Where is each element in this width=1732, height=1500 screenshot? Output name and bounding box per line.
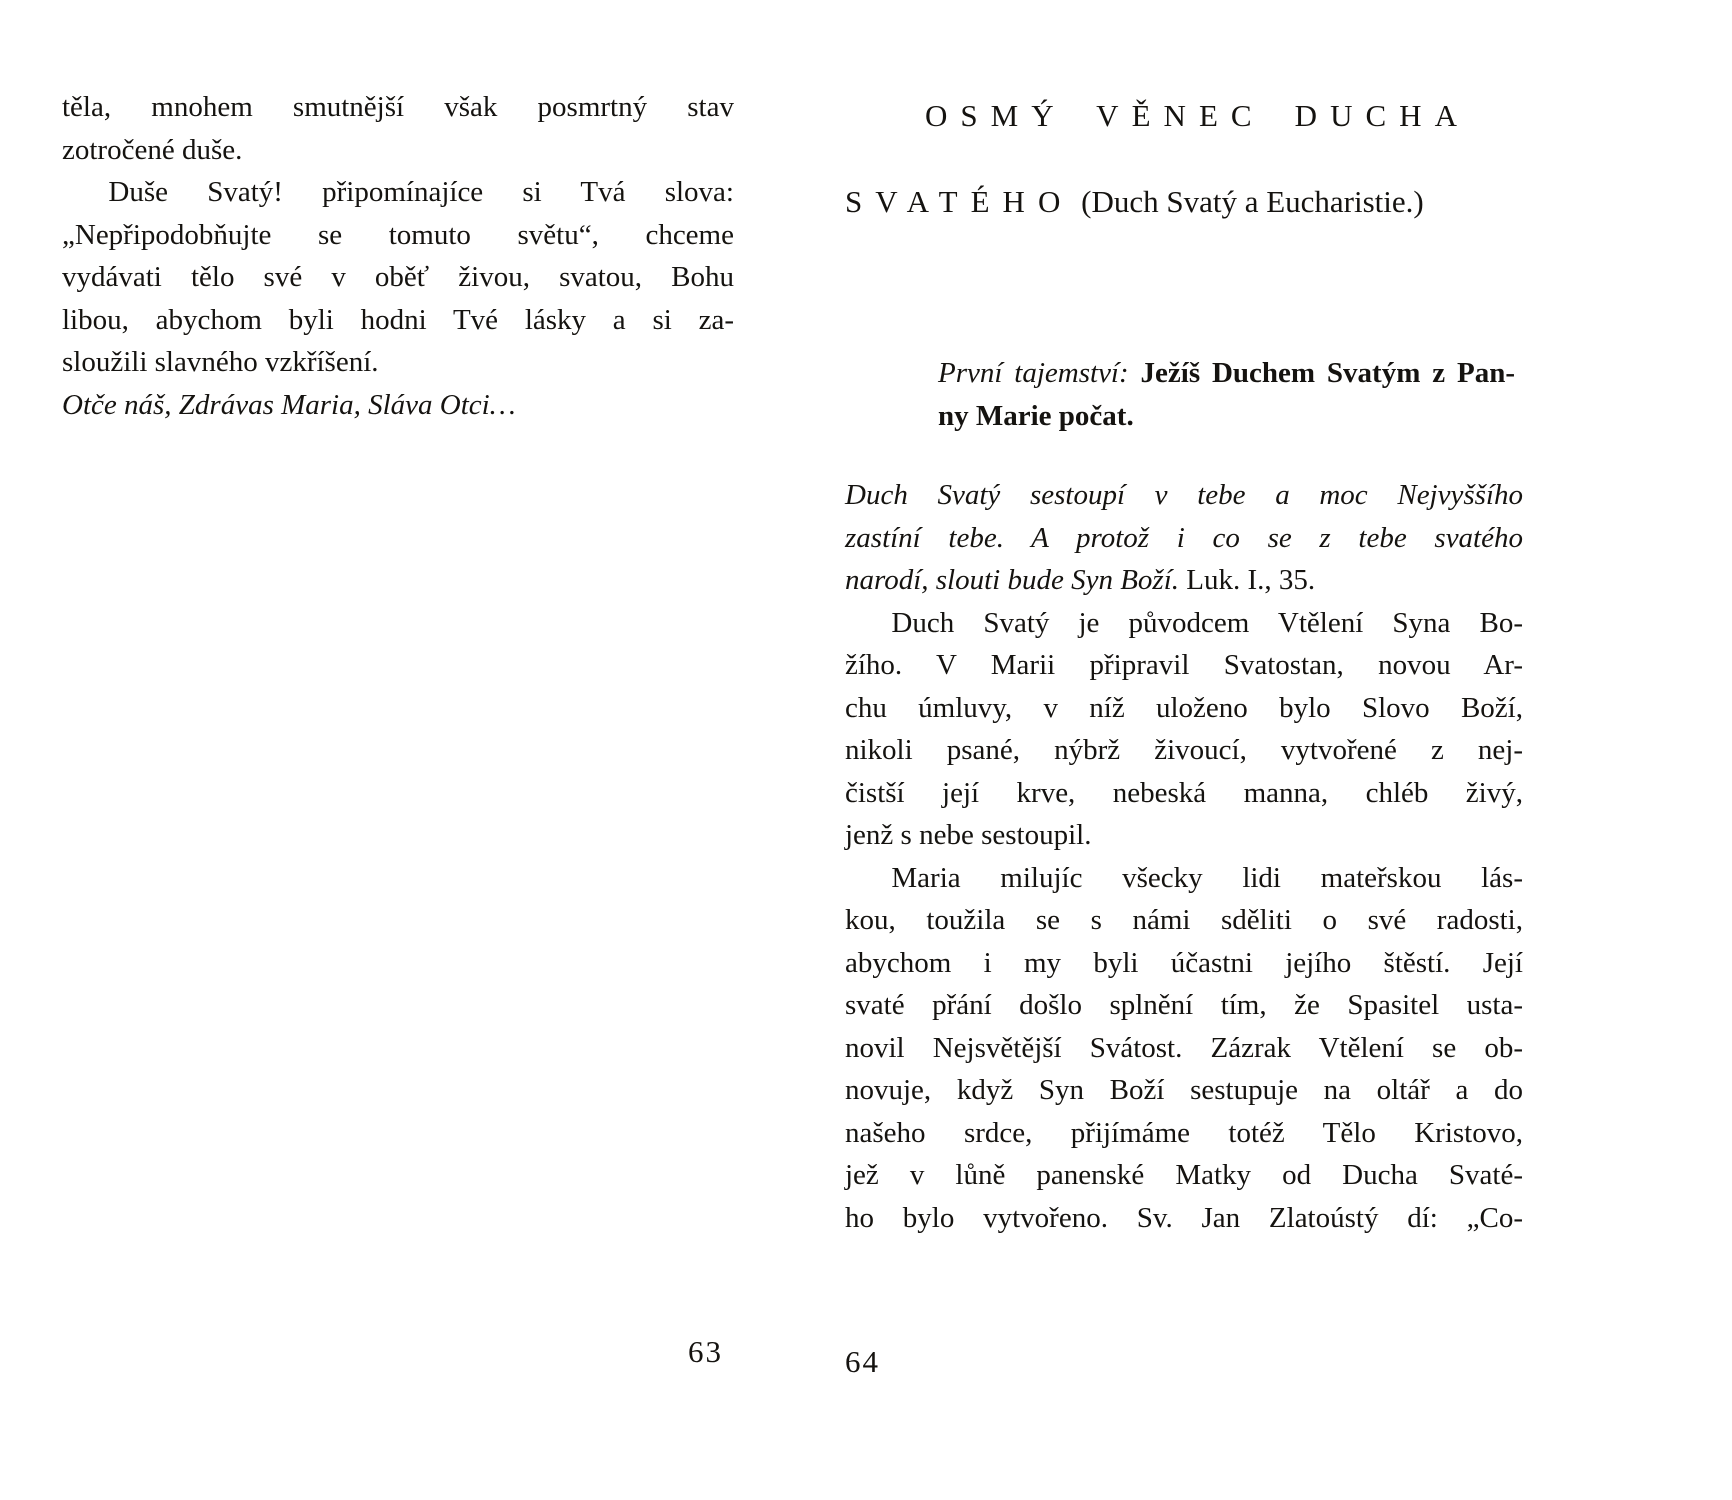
text-segment: První tajemství:: [938, 357, 1141, 389]
text-line: [845, 474, 1523, 517]
text-segment: Luk. I., 35.: [1179, 564, 1316, 596]
text-segment: ho bylo vytvořeno. Sv. Jan Zlatoústý dí: „Co-: [845, 1201, 1523, 1234]
text-line: [845, 942, 1523, 985]
text-line: [845, 1112, 1523, 1155]
text-line: [845, 857, 1523, 900]
chapter-heading-caps-2: SVATÉHO: [845, 184, 1074, 219]
chapter-heading-caps-1: OSMÝ VĚNEC DUCHA: [925, 98, 1470, 133]
page-number-left: 63: [688, 1334, 723, 1369]
right-page-text-block: [845, 474, 1523, 1239]
text-line: [845, 602, 1523, 645]
text-line: [845, 687, 1523, 730]
text-segment: narodí, slouti bude Syn Boží.: [845, 564, 1180, 596]
text-line: [845, 559, 1523, 602]
text-line: [845, 1027, 1523, 1070]
text-line: [845, 644, 1523, 687]
text-line: [845, 1154, 1523, 1197]
paragraph: [62, 86, 734, 171]
text-segment: čistší její krve, nebeská manna, chléb živý,: [845, 776, 1523, 809]
text-segment: sloužili slavného vzkříšení.: [62, 346, 379, 378]
text-line: [845, 1069, 1523, 1112]
left-page-text-block: [62, 86, 734, 426]
text-segment: našeho srdce, přijímáme totéž Tělo Kristovo,: [845, 1116, 1523, 1149]
chapter-heading-line-1: [925, 96, 1523, 136]
text-segment: Duše Svatý! připomínajíce si Tvá slova:: [108, 176, 734, 208]
text-line: [845, 1197, 1523, 1240]
text-line: [62, 299, 734, 342]
text-segment: Ježíš Duchem Svatým z Pan-: [1140, 357, 1515, 389]
mystery-title-block: [938, 352, 1515, 437]
text-line: [845, 517, 1523, 560]
text-segment: ny Marie počat.: [938, 399, 1134, 432]
text-segment: libou, abychom byli hodni Tvé lásky a si za-: [62, 303, 734, 336]
paragraph: [62, 171, 734, 384]
text-segment: chu úmluvy, v níž uloženo bylo Slovo Boží,: [845, 691, 1523, 724]
text-segment: jenž s nebe sestoupil.: [845, 819, 1092, 851]
text-line: [62, 171, 734, 214]
text-line: [845, 814, 1523, 857]
text-segment: nikoli psané, nýbrž živoucí, vytvořené z nej-: [845, 734, 1523, 766]
paragraph: [845, 857, 1523, 1240]
text-segment: novil Nejsvětější Svátost. Zázrak Vtělení se ob-: [845, 1031, 1523, 1064]
page-number-right: 64: [845, 1344, 880, 1379]
chapter-heading-line-2: [845, 182, 1523, 222]
paragraph: [845, 602, 1523, 857]
text-line: [62, 341, 734, 384]
text-line: [62, 384, 734, 427]
text-line: [845, 984, 1523, 1027]
text-segment: žího. V Marii připravil Svatostan, novou Ar-: [845, 649, 1523, 681]
text-segment: Maria milujíc všecky lidi mateřskou lás-: [891, 861, 1523, 894]
text-segment: Otče náš, Zdrávas Maria, Sláva Otci…: [62, 388, 516, 421]
text-line: [62, 86, 734, 129]
chapter-heading: [845, 96, 1523, 222]
text-segment: zotročené duše.: [62, 133, 243, 166]
text-segment: novuje, když Syn Boží sestupuje na oltář a do: [845, 1074, 1523, 1106]
text-segment: těla, mnohem smutnější však posmrtný stav: [62, 91, 734, 123]
text-line: [62, 256, 734, 299]
text-segment: zastíní tebe. A protož i co se z tebe svatého: [845, 521, 1523, 554]
text-segment: Duch Svatý je původcem Vtělení Syna Bo-: [891, 606, 1523, 639]
text-segment: svaté přání došlo splnění tím, že Spasitel usta-: [845, 989, 1523, 1021]
paragraph: [845, 474, 1523, 602]
text-segment: vydávati tělo své v oběť živou, svatou, Bohu: [62, 261, 734, 293]
text-line: [938, 352, 1515, 395]
text-segment: kou, toužila se s námi sděliti o své radosti,: [845, 904, 1523, 936]
text-segment: Duch Svatý sestoupí v tebe a moc Nejvyššího: [845, 479, 1523, 511]
paragraph: [938, 352, 1515, 437]
text-line: [62, 129, 734, 172]
text-line: [845, 772, 1523, 815]
chapter-heading-subtitle: (Duch Svatý a Eucharistie.): [1073, 184, 1424, 219]
paragraph: [62, 384, 734, 427]
text-segment: abychom i my byli účastni jejího štěstí. Její: [845, 946, 1523, 979]
text-segment: jež v lůně panenské Matky od Ducha Svaté-: [845, 1159, 1523, 1191]
text-line: [938, 395, 1515, 438]
text-line: [62, 214, 734, 257]
text-line: [845, 899, 1523, 942]
text-segment: „Nepřipodobňujte se tomuto světu“, chceme: [62, 218, 734, 251]
text-line: [845, 729, 1523, 772]
